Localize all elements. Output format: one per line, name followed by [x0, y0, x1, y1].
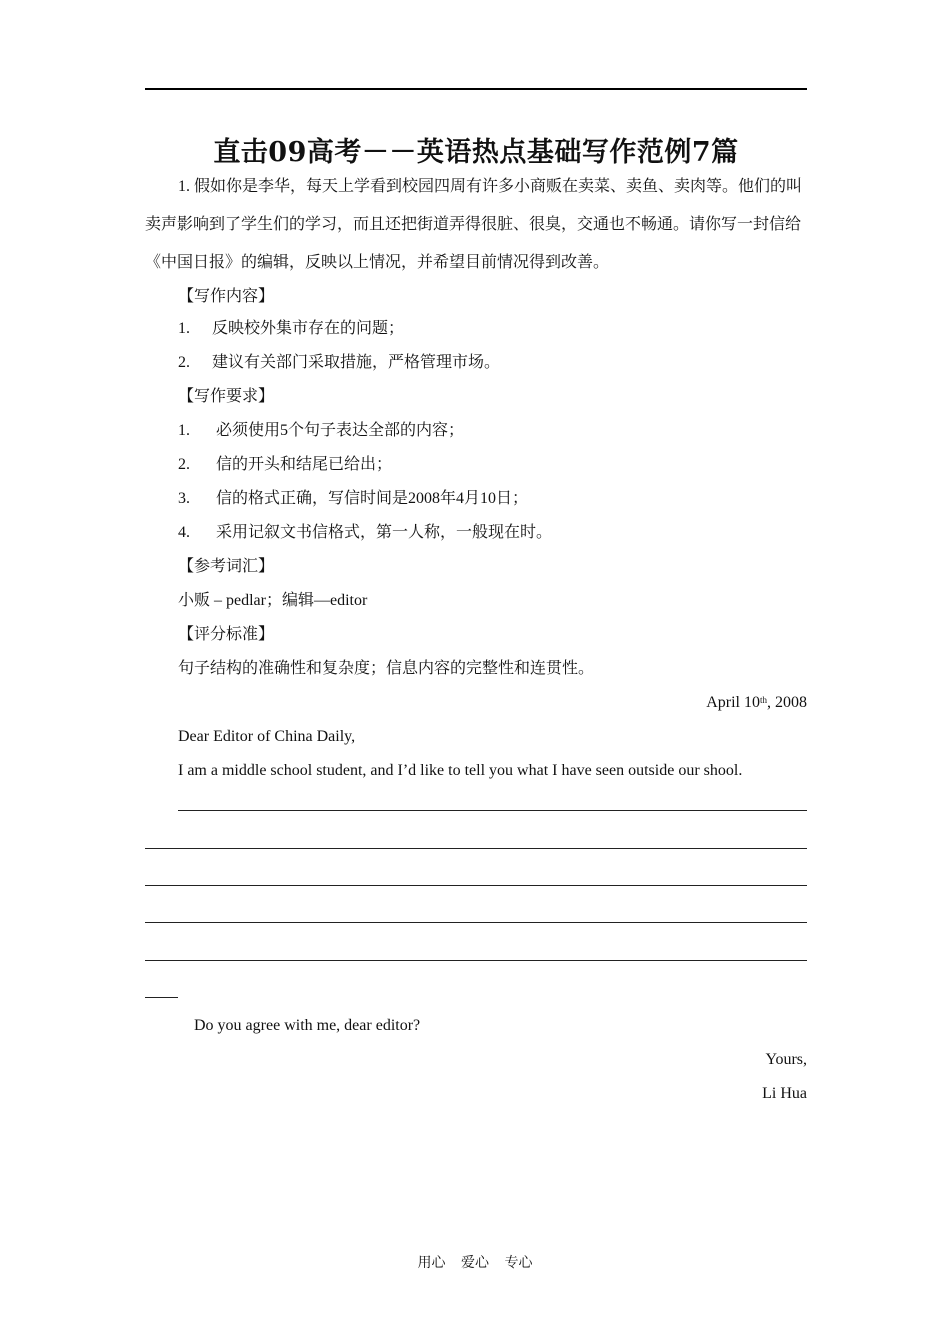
question-line-2: 卖声影响到了学生们的学习，而且还把街道弄得很脏、很臭，交通也不畅通。请你写一封信给	[145, 216, 802, 233]
date-ordinal: th	[759, 695, 767, 705]
letter-salutation: Dear Editor of China Daily,	[178, 728, 356, 745]
writing-blank-line	[178, 810, 807, 811]
writing-blank-line	[145, 960, 807, 961]
vocab-heading: 【参考词汇】	[178, 558, 275, 575]
writing-blank-line	[145, 848, 807, 849]
list-item-text: 信的格式正确，写信时间是2008年4月10日；	[216, 490, 529, 507]
list-item-text: 必须使用5个句子表达全部的内容；	[216, 422, 465, 439]
document-title: 直击09高考－－英语热点基础写作范例7篇	[213, 137, 739, 168]
list-number: 2.	[178, 354, 190, 371]
list-number: 4.	[178, 524, 190, 541]
vocab-text: 小贩 – pedlar；编辑—editor	[178, 592, 368, 609]
list-number: 2.	[178, 456, 190, 473]
requirement-item-4	[178, 523, 552, 543]
content-heading: 【写作内容】	[178, 288, 275, 305]
date-suffix: , 2008	[767, 694, 807, 711]
requirements-heading: 【写作要求】	[178, 388, 275, 405]
content-item-2	[178, 353, 500, 373]
letter-signature: Li Hua	[762, 1085, 807, 1102]
letter-opening: I am a middle school student, and I’d like to tell you what I have seen outside our shool.	[178, 762, 743, 779]
writing-blank-line	[145, 885, 807, 886]
list-item-text: 信的开头和结尾已给出；	[216, 456, 393, 473]
writing-blank-line	[145, 922, 807, 923]
header-rule	[145, 88, 807, 90]
question-line-1: 1. 假如你是李华，每天上学看到校园四周有许多小商贩在卖菜、卖鱼、卖肉等。他们的叫	[178, 178, 803, 195]
requirement-item-3	[178, 489, 528, 509]
letter-signoff: Yours,	[765, 1051, 807, 1068]
requirement-item-1	[178, 421, 464, 441]
letter-date	[706, 693, 807, 713]
scoring-heading: 【评分标准】	[178, 626, 275, 643]
list-item-text: 反映校外集市存在的问题；	[212, 320, 405, 337]
letter-closing-question: Do you agree with me, dear editor?	[194, 1017, 421, 1034]
writing-blank-line	[145, 997, 178, 998]
page-footer: 用心 爱心 专心	[417, 1256, 533, 1271]
list-item-text: 建议有关部门采取措施，严格管理市场。	[212, 354, 501, 371]
question-line-3: 《中国日报》的编辑，反映以上情况，并希望目前情况得到改善。	[145, 254, 610, 271]
requirement-item-2	[178, 455, 392, 475]
list-number: 3.	[178, 490, 190, 507]
date-prefix: April 10	[706, 694, 760, 711]
list-number: 1.	[178, 422, 190, 439]
list-item-text: 采用记叙文书信格式，第一人称，一般现在时。	[216, 524, 553, 541]
scoring-text: 句子结构的准确性和复杂度；信息内容的完整性和连贯性。	[178, 660, 595, 677]
content-item-1	[178, 319, 404, 339]
list-number: 1.	[178, 320, 190, 337]
